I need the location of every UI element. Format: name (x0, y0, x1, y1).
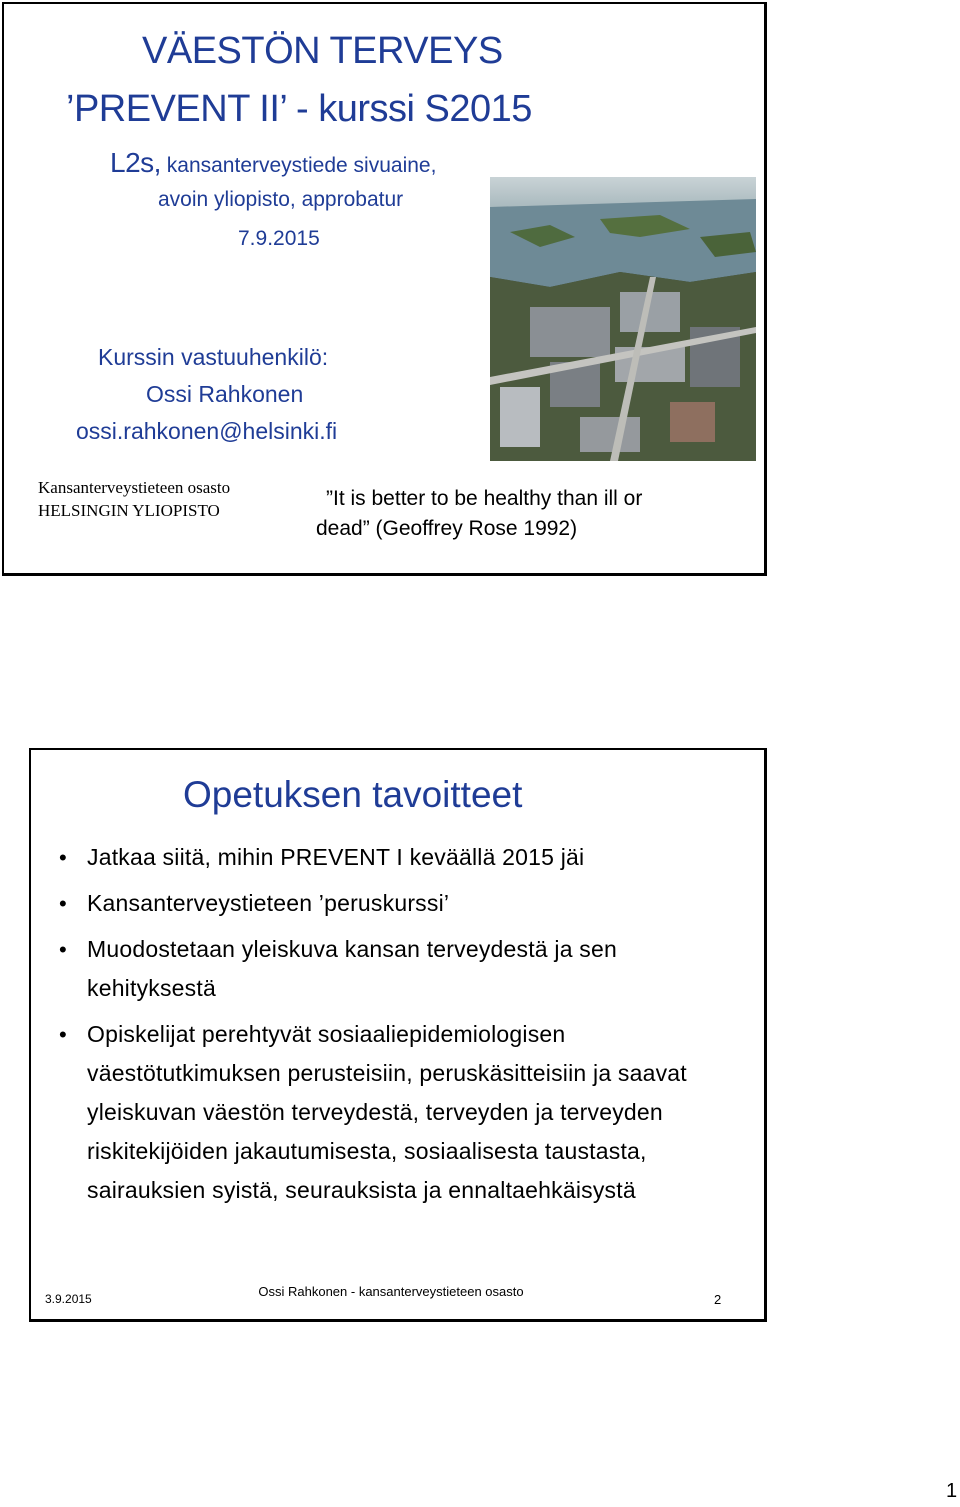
course-info-line (110, 147, 436, 179)
department-name: Kansanterveystieteen osasto (38, 478, 231, 497)
slide-title: VÄESTÖN TERVEYS (142, 30, 503, 72)
list-item: • Kansanterveystieteen ’peruskurssi’ (59, 884, 749, 923)
university-name: HELSINGIN YLIOPISTO (38, 501, 220, 520)
slide-1 (2, 2, 767, 576)
course-date: 7.9.2015 (238, 227, 320, 250)
course-code: L2s, (110, 147, 161, 178)
list-item: • Jatkaa siitä, mihin PREVENT I keväällä 2015 jäi (59, 838, 749, 877)
slide-title: Opetuksen tavoitteet (183, 774, 523, 815)
aerial-city-photo (490, 177, 756, 461)
page-number: 1 (946, 1480, 958, 1502)
slide-2 (29, 748, 767, 1322)
course-responsible-label: Kurssin vastuuhenkilö: (98, 344, 329, 370)
course-name: ’PREVENT II’ - kurssi S2015 (66, 88, 532, 130)
footer-date: 3.9.2015 (45, 1292, 92, 1306)
course-subject: kansanterveystiede sivuaine, (160, 154, 437, 177)
objectives-list (59, 838, 749, 1217)
course-responsible-email: ossi.rahkonen@helsinki.fi (76, 418, 338, 444)
footer-page-number: 2 (714, 1292, 722, 1307)
footer-author: Ossi Rahkonen - kansanterveystieteen osasto (258, 1284, 524, 1299)
course-responsible-name: Ossi Rahkonen (146, 381, 304, 407)
quote-line-1: ”It is better to be healthy than ill or (326, 487, 643, 510)
quote-line-2: dead” (Geoffrey Rose 1992) (316, 517, 578, 540)
list-item: • Muodostetaan yleiskuva kansan terveydestä ja sen kehityksestä (59, 930, 749, 1008)
list-item: • Opiskelijat perehtyvät sosiaaliepidemiologisen väestötutkimuksen perusteisiin, peruskäsitteisiin ja saavat yleiskuvan väestön terveydestä, terveyden ja terveyden riskitekijöiden jakautumisesta, sosiaalisesta taustasta, sairauksien syistä, seurauksista ja ennaltaehkäisystä (59, 1015, 749, 1210)
course-level: avoin yliopisto, approbatur (158, 188, 404, 211)
